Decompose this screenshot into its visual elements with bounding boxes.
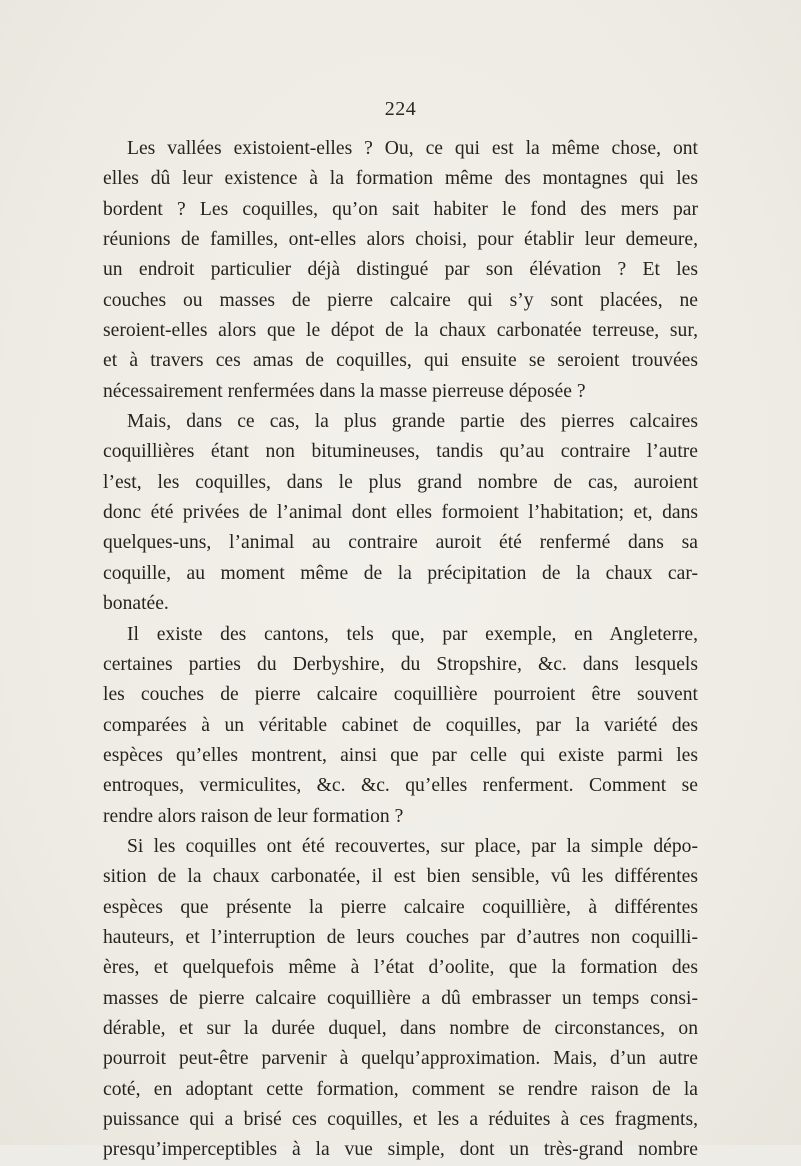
text-line: coquillières étant non bitumineuses, tandis qu’au contraire l’autre (103, 441, 698, 463)
text-line: bordent ? Les coquilles, qu’on sait habiter le fond des mers par (103, 198, 698, 220)
text-line: et à travers ces amas de coquilles, qui ensuite se seroient trouvées (103, 350, 698, 372)
text-line: couches ou masses de pierre calcaire qui s’y sont placées, ne (103, 289, 698, 311)
text-line: certaines parties du Derbyshire, du Stropshire, &c. dans lesquels (103, 653, 698, 675)
text-line: elles dû leur existence à la formation même des montagnes qui les (103, 168, 698, 190)
text-line: un endroit particulier déjà distingué par son élévation ? Et les (103, 259, 698, 281)
text-line: espèces qu’elles montrent, ainsi que par celle qui existe parmi les (103, 744, 698, 766)
text-line: l’est, les coquilles, dans le plus grand nombre de cas, auroient (103, 471, 698, 493)
text-line: Il existe des cantons, tels que, par exemple, en Angleterre, (127, 623, 698, 645)
text-line: nécessairement renfermées dans la masse pierreuse déposée ? (103, 380, 586, 402)
text-line: comparées à un véritable cabinet de coquilles, par la variété des (103, 714, 698, 736)
text-line: seroient-elles alors que le dépot de la chaux carbonatée terreuse, sur, (103, 320, 698, 342)
text-line: Les vallées existoient-elles ? Ou, ce qui est la même chose, ont (127, 138, 698, 159)
text-line: les couches de pierre calcaire coquillière pourroient être souvent (103, 684, 698, 706)
body-text (103, 134, 698, 1166)
text-line: entroques, vermiculites, &c. &c. qu’elles renferment. Comment se (103, 775, 698, 797)
text-line: rendre alors raison de leur formation ? (103, 805, 404, 827)
text-line: ères, et quelquefois même à l’état d’oolite, que la formation des (103, 957, 698, 979)
text-line: coté, en adoptant cette formation, comment se rendre raison de la (103, 1078, 698, 1100)
text-line: donc été privées de l’animal dont elles formoient l’habitation; et, dans (103, 502, 698, 524)
text-line: Si les coquilles ont été recouvertes, sur place, par la simple dépo- (127, 835, 698, 857)
text-line: masses de pierre calcaire coquillière a dû embrasser un temps consi- (103, 987, 698, 1009)
text-line: presqu’imperceptibles à la vue simple, dont un très-grand nombre (103, 1139, 698, 1161)
text-line: hauteurs, et l’interruption de leurs couches par d’autres non coquilli- (103, 926, 698, 948)
text-line: espèces que présente la pierre calcaire coquillière, à différentes (103, 896, 698, 918)
text-line: Mais, dans ce cas, la plus grande partie des pierres calcaires (127, 411, 698, 433)
text-line: pourroit peut-être parvenir à quelqu’approximation. Mais, d’un autre (103, 1048, 698, 1070)
text-line: sition de la chaux carbonatée, il est bien sensible, vû les différentes (103, 866, 698, 888)
text-line: réunions de familles, ont-elles alors choisi, pour établir leur demeure, (103, 229, 698, 251)
text-line: quelques-uns, l’animal au contraire auroit été renfermé dans sa (103, 532, 698, 554)
text-line: puissance qui a brisé ces coquilles, et les a réduites à ces fragments, (103, 1109, 698, 1130)
text-line: bonatée. (103, 593, 169, 615)
text-line: dérable, et sur la durée duquel, dans nombre de circonstances, on (103, 1017, 698, 1039)
text-line: coquille, au moment même de la précipitation de la chaux car- (103, 562, 698, 584)
page-number: 224 (384, 98, 417, 120)
